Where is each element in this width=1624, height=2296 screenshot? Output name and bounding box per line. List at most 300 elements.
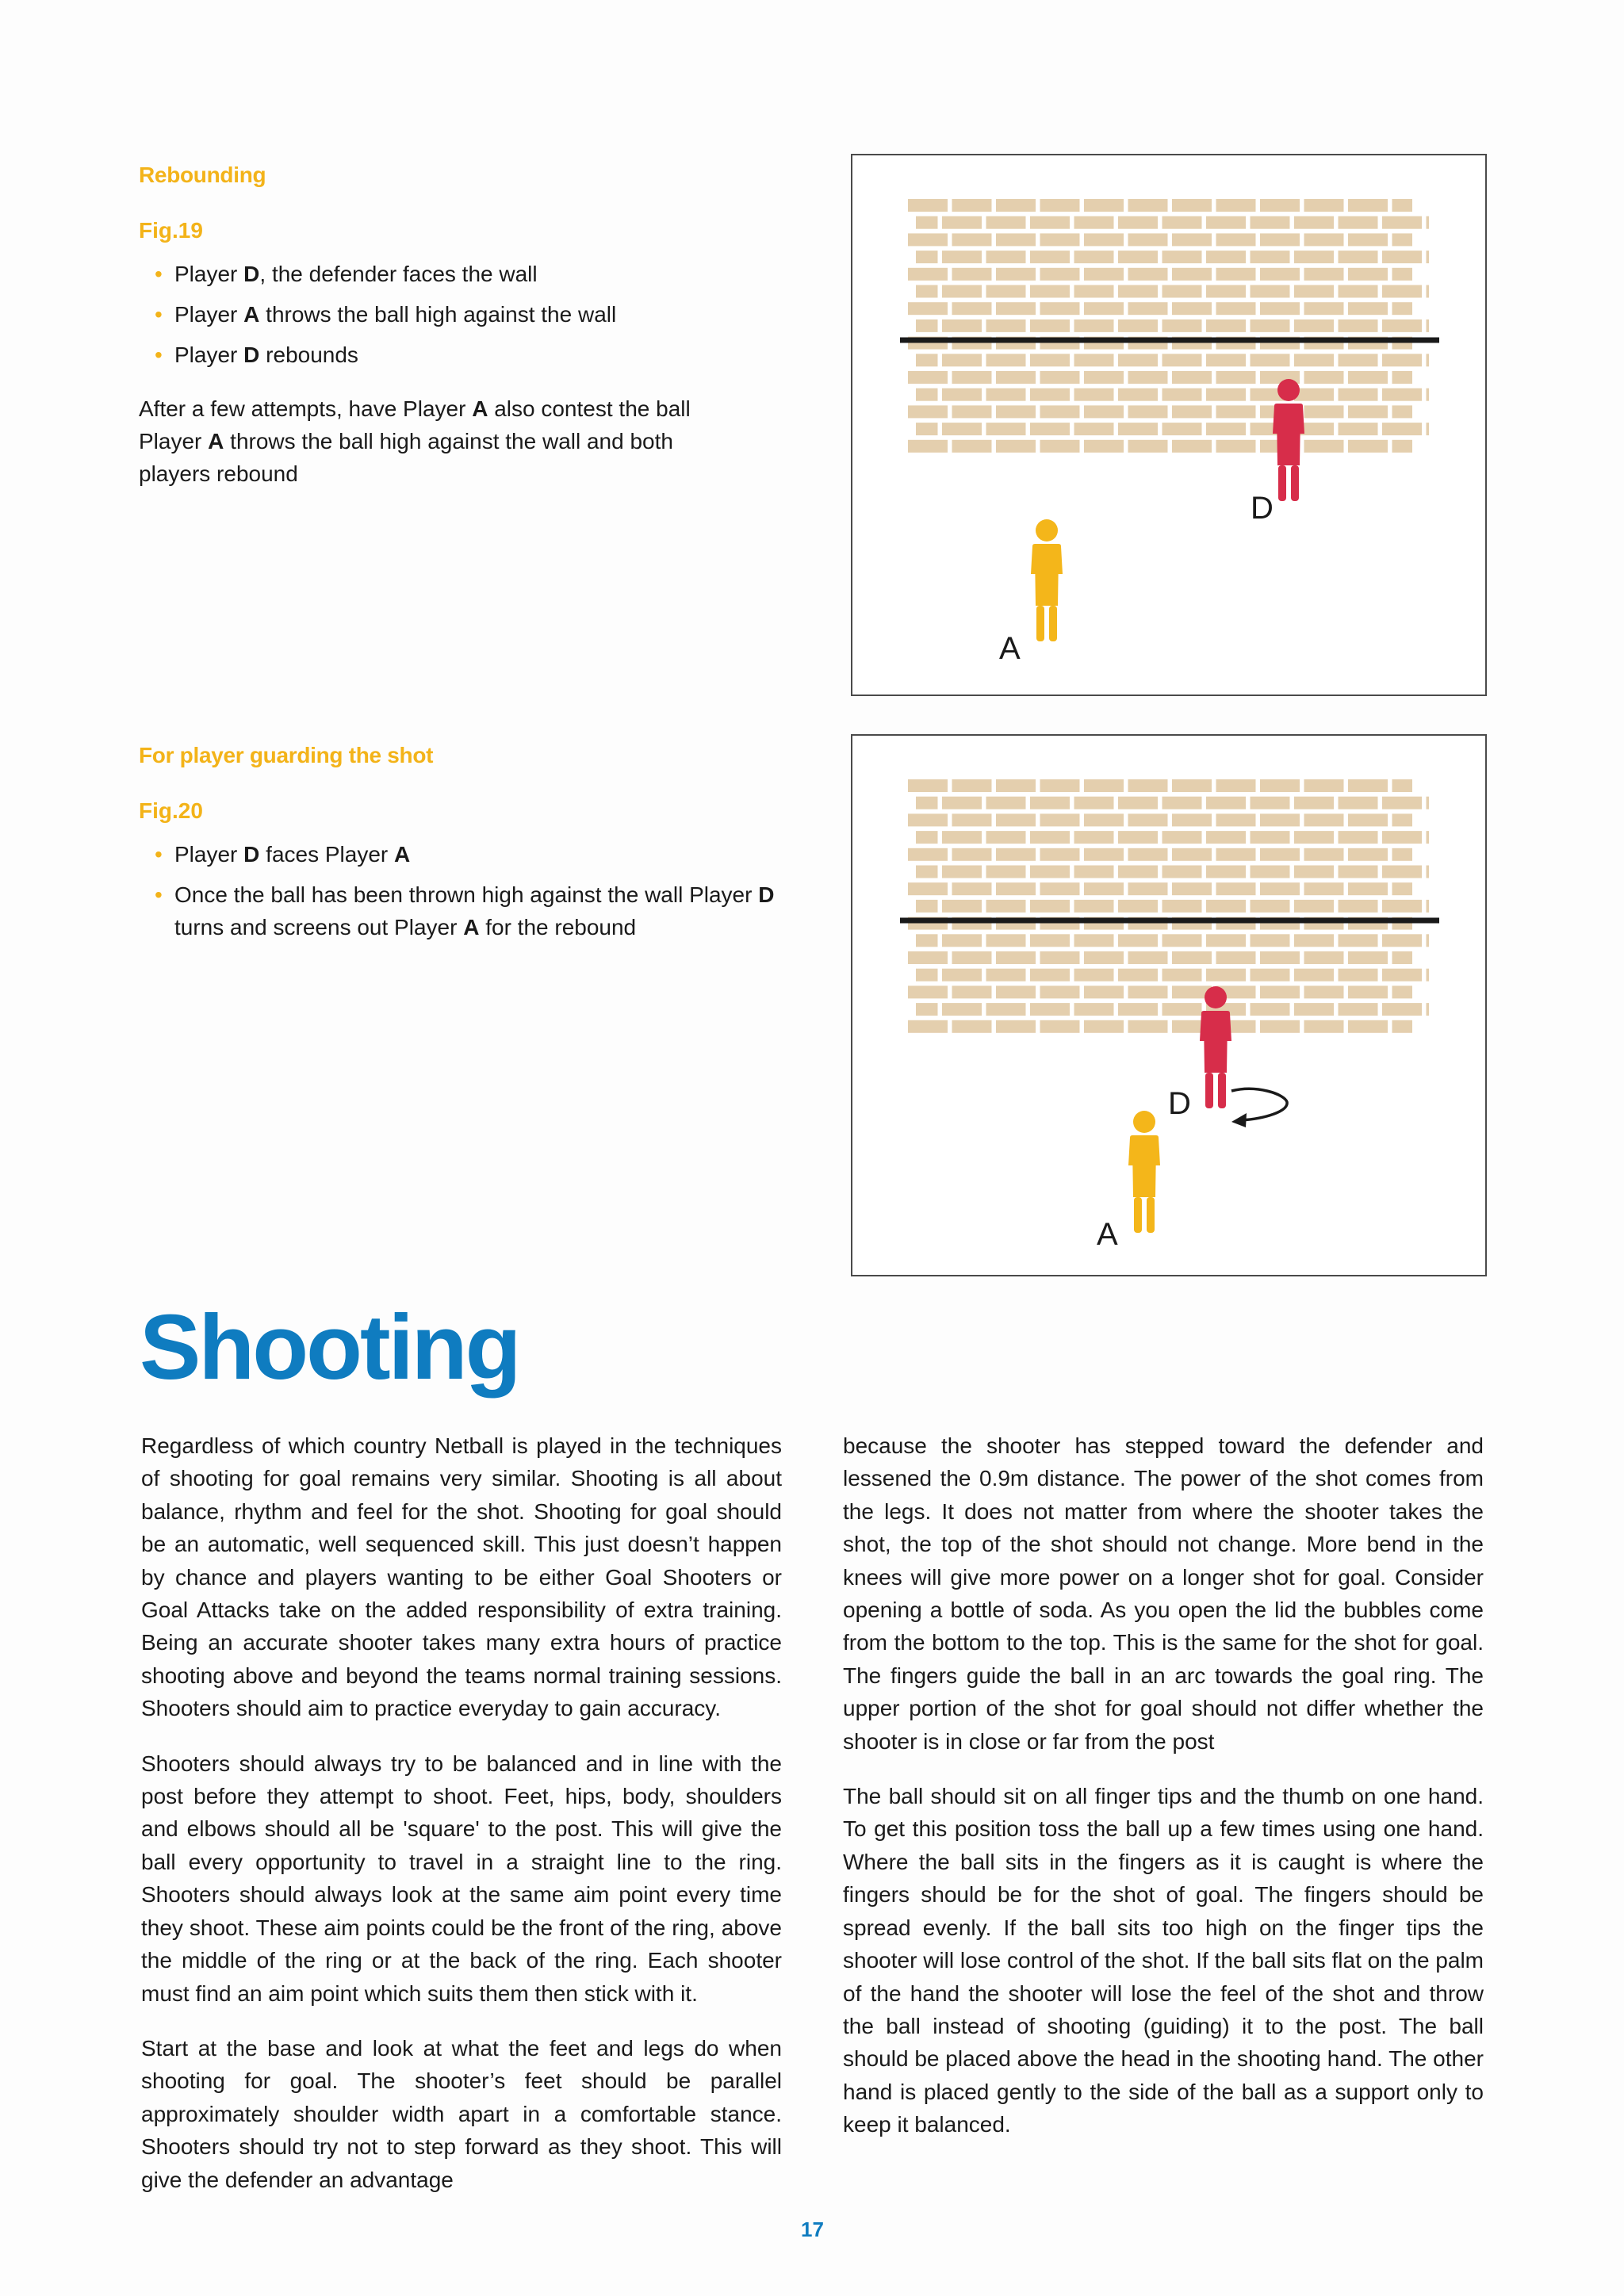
brick [952, 405, 992, 418]
brick [1128, 951, 1168, 964]
brick [1348, 440, 1388, 453]
brick [1084, 951, 1124, 964]
figure-19-diagram [851, 154, 1487, 696]
brick [1128, 371, 1168, 384]
brick [1128, 882, 1168, 895]
brick [986, 797, 1026, 809]
brick [996, 233, 1036, 246]
brick [1206, 285, 1246, 298]
brick [908, 848, 948, 861]
brick [1294, 354, 1334, 366]
bullet-item: • Player D, the defender faces the wall [139, 258, 789, 290]
brick [916, 320, 938, 332]
brick [1084, 405, 1124, 418]
brick [1294, 969, 1334, 982]
brick [1162, 900, 1202, 913]
brick [1030, 900, 1070, 913]
bullet-item: • Once the ball has been thrown high against the wall Player D turns and screens out Player A for the rebound [139, 878, 789, 943]
brick [1304, 268, 1344, 281]
brick [1118, 934, 1158, 947]
brick [1216, 199, 1256, 212]
brick [1172, 405, 1212, 418]
figure-20-svg [852, 736, 1485, 1275]
brick [1427, 354, 1430, 366]
brick [996, 1020, 1036, 1033]
brick [1294, 251, 1334, 263]
brick [996, 268, 1036, 281]
rebounding-paragraph: After a few attempts, have Player A also contest the ball Player A throws the ball high against the wall and both players rebound [139, 396, 691, 486]
player-a-attacker [1128, 1111, 1160, 1233]
brick [952, 882, 992, 895]
brick [1074, 320, 1114, 332]
brick [916, 866, 938, 878]
brick [1348, 813, 1388, 826]
brick [1216, 268, 1256, 281]
brick [1216, 302, 1256, 315]
brick [942, 797, 982, 809]
brick [1030, 797, 1070, 809]
brick [942, 831, 982, 844]
brick [1172, 779, 1212, 792]
brick [1339, 423, 1378, 435]
player-d-label: D [1168, 1086, 1191, 1121]
brick [1162, 831, 1202, 844]
brick [1304, 882, 1344, 895]
brick [908, 440, 948, 453]
brick [1304, 302, 1344, 315]
brick [1162, 423, 1202, 435]
brick [916, 354, 938, 366]
brick [916, 797, 938, 809]
brick [996, 882, 1036, 895]
brick [916, 900, 938, 913]
brick [1427, 423, 1430, 435]
brick [1382, 216, 1422, 229]
brick [1030, 969, 1070, 982]
brick [1392, 882, 1413, 895]
brick [1427, 388, 1430, 401]
brick [1206, 797, 1246, 809]
brick [1382, 934, 1422, 947]
brick [1339, 934, 1378, 947]
brick [1128, 405, 1168, 418]
brick [1118, 354, 1158, 366]
brick [1172, 268, 1212, 281]
brick [996, 405, 1036, 418]
brick [1294, 388, 1334, 401]
brick [1251, 1003, 1290, 1016]
brick [1304, 779, 1344, 792]
brick [1162, 320, 1202, 332]
brick [1216, 233, 1256, 246]
brick [1260, 951, 1300, 964]
brick [1392, 440, 1413, 453]
brick [1030, 354, 1070, 366]
brick [1382, 1003, 1422, 1016]
brick [1128, 848, 1168, 861]
brick [1382, 388, 1422, 401]
brick [1206, 934, 1246, 947]
body-paragraph: Start at the base and look at what the feet and legs do when shooting for goal. The shooter’s feet should be parallel approximately shoulder width apart in a comfortable stance. Shooters should try not to step forward as they shoot. This will give the defender an advantage [141, 2035, 782, 2192]
brick [908, 1020, 948, 1033]
figure-20-diagram [851, 734, 1487, 1276]
brick [952, 1020, 992, 1033]
brick [996, 813, 1036, 826]
fig-label-19: Fig.19 [139, 218, 203, 243]
brick [1128, 233, 1168, 246]
brick [1251, 934, 1290, 947]
player-a-label: A [1097, 1217, 1118, 1252]
bullet-dot-icon: • [155, 882, 163, 907]
brick [1427, 866, 1430, 878]
brick [1040, 951, 1080, 964]
brick [1162, 797, 1202, 809]
brick [1074, 251, 1114, 263]
brick [1251, 866, 1290, 878]
brick [1074, 831, 1114, 844]
brick [1084, 199, 1124, 212]
brick [1084, 268, 1124, 281]
brick [1118, 320, 1158, 332]
brick [1304, 405, 1344, 418]
brick [1128, 199, 1168, 212]
brick [996, 199, 1036, 212]
brick [1162, 251, 1202, 263]
brick [1030, 251, 1070, 263]
brick [942, 969, 982, 982]
brick [1162, 934, 1202, 947]
brick [1251, 216, 1290, 229]
brick [986, 285, 1026, 298]
shooting-heading: Shooting [140, 1295, 519, 1399]
brick [996, 951, 1036, 964]
brick [1294, 831, 1334, 844]
body-paragraph: because the shooter has stepped toward the defender and lessened the 0.9m distance. The power of the shot comes from the legs. It does not matter from where the shooter takes the shot, the top of the shot should not change. More bend in the knees will give more power on a longer shot for goal. Consider opening a bottle of soda. As you open the lid the bubbles come from the bottom to the top. This is the same for the shot for goal. The fingers guide the ball in an arc towards the goal ring. The upper portion of the shot for goal should not differ whether the shooter is in close or far from the post [843, 1433, 1484, 1754]
brick [1040, 1020, 1080, 1033]
brick [1251, 320, 1290, 332]
brick [908, 371, 948, 384]
brick [916, 423, 938, 435]
brick [1427, 969, 1430, 982]
brick [1084, 1020, 1124, 1033]
brick [908, 302, 948, 315]
brick [1382, 831, 1422, 844]
brick [1084, 233, 1124, 246]
brick [996, 440, 1036, 453]
brick [1382, 866, 1422, 878]
brick [1118, 285, 1158, 298]
brick [942, 354, 982, 366]
brick [1251, 251, 1290, 263]
brick [1074, 797, 1114, 809]
brick [1216, 440, 1256, 453]
brick [1084, 440, 1124, 453]
brick [1427, 797, 1430, 809]
brick [1348, 951, 1388, 964]
brick [1128, 268, 1168, 281]
brick [996, 985, 1036, 998]
brick [1162, 216, 1202, 229]
brick [996, 371, 1036, 384]
brick [916, 831, 938, 844]
brick [1427, 216, 1430, 229]
brick [1339, 831, 1378, 844]
brick [1172, 233, 1212, 246]
brick [1382, 251, 1422, 263]
brick [942, 216, 982, 229]
brick [1251, 900, 1290, 913]
brick [1260, 813, 1300, 826]
brick [1339, 969, 1378, 982]
brick [1427, 1003, 1430, 1016]
brick [1030, 216, 1070, 229]
brick [952, 371, 992, 384]
brick [1294, 866, 1334, 878]
brick [1118, 423, 1158, 435]
brick [1030, 388, 1070, 401]
brick [1118, 831, 1158, 844]
brick [1304, 199, 1344, 212]
brick [942, 251, 982, 263]
brick [952, 813, 992, 826]
brick [1128, 1020, 1168, 1033]
brick [1251, 354, 1290, 366]
bullet-item: • Player D faces Player A [139, 838, 789, 871]
bullet-item: • Player D rebounds [139, 339, 789, 371]
brick [908, 882, 948, 895]
brick [1128, 779, 1168, 792]
brick [1216, 813, 1256, 826]
brick [1206, 251, 1246, 263]
brick [986, 969, 1026, 982]
brick [952, 268, 992, 281]
brick [1172, 440, 1212, 453]
brick [1128, 985, 1168, 998]
brick [1339, 1003, 1378, 1016]
brick [1172, 371, 1212, 384]
brick-wall [908, 199, 1429, 453]
brick [952, 951, 992, 964]
brick [1304, 813, 1344, 826]
brick [1074, 216, 1114, 229]
brick [1348, 233, 1388, 246]
brick [1427, 320, 1430, 332]
brick [1118, 1003, 1158, 1016]
brick [1382, 423, 1422, 435]
brick [1260, 779, 1300, 792]
brick [1040, 268, 1080, 281]
brick [1216, 882, 1256, 895]
brick [1118, 216, 1158, 229]
brick [1392, 848, 1413, 861]
brick [1162, 388, 1202, 401]
brick [1260, 233, 1300, 246]
brick [1074, 285, 1114, 298]
brick [1074, 934, 1114, 947]
brick [916, 969, 938, 982]
brick [1172, 848, 1212, 861]
brick [986, 831, 1026, 844]
player-a-label: A [999, 631, 1021, 666]
brick [1074, 900, 1114, 913]
brick [908, 405, 948, 418]
brick [1339, 388, 1378, 401]
brick [1074, 969, 1114, 982]
brick [1348, 199, 1388, 212]
brick [1030, 320, 1070, 332]
brick [1304, 440, 1344, 453]
brick [942, 388, 982, 401]
brick [1206, 354, 1246, 366]
guarding-bullet-list [139, 838, 789, 951]
brick [942, 934, 982, 947]
brick [1030, 831, 1070, 844]
brick [1074, 866, 1114, 878]
brick [1118, 797, 1158, 809]
brick [1030, 1003, 1070, 1016]
rebounding-bullet-list [139, 258, 789, 379]
brick [1206, 423, 1246, 435]
brick [952, 233, 992, 246]
brick [1206, 388, 1246, 401]
brick [942, 900, 982, 913]
brick [1162, 285, 1202, 298]
section-title-guarding-shot: For player guarding the shot [139, 743, 434, 767]
brick [916, 1003, 938, 1016]
brick [942, 423, 982, 435]
brick [1260, 199, 1300, 212]
brick [1128, 813, 1168, 826]
brick [1392, 1020, 1413, 1033]
brick [1030, 285, 1070, 298]
brick [1382, 354, 1422, 366]
brick [1294, 320, 1334, 332]
brick [1382, 797, 1422, 809]
brick [1260, 848, 1300, 861]
brick [1339, 216, 1378, 229]
brick [1348, 985, 1388, 998]
brick [1339, 900, 1378, 913]
brick [1294, 285, 1334, 298]
brick [1040, 779, 1080, 792]
brick [1084, 882, 1124, 895]
brick [916, 934, 938, 947]
brick [1304, 951, 1344, 964]
brick [1162, 866, 1202, 878]
bullet-item: • Player A throws the ball high against the wall [139, 298, 789, 331]
brick [1339, 354, 1378, 366]
brick [1260, 1020, 1300, 1033]
brick [1206, 969, 1246, 982]
page-number: 17 [801, 2218, 824, 2241]
brick [1339, 797, 1378, 809]
brick [1427, 831, 1430, 844]
brick [996, 848, 1036, 861]
brick [942, 866, 982, 878]
brick [1294, 797, 1334, 809]
brick [1348, 848, 1388, 861]
brick [1392, 951, 1413, 964]
brick [1260, 882, 1300, 895]
brick [986, 866, 1026, 878]
brick [1040, 405, 1080, 418]
brick [1206, 831, 1246, 844]
brick [1074, 354, 1114, 366]
brick [1348, 405, 1388, 418]
brick [942, 320, 982, 332]
brick [996, 779, 1036, 792]
brick [1172, 199, 1212, 212]
brick [1382, 320, 1422, 332]
brick [1392, 813, 1413, 826]
brick [1172, 882, 1212, 895]
brick [1348, 268, 1388, 281]
brick [1294, 1003, 1334, 1016]
shooting-right-column [843, 1429, 1484, 2164]
brick [1339, 251, 1378, 263]
brick [952, 848, 992, 861]
turn-arrow-icon [1231, 1089, 1287, 1120]
brick [1084, 779, 1124, 792]
section-title-rebounding: Rebounding [139, 163, 266, 187]
brick [1040, 985, 1080, 998]
brick [1118, 866, 1158, 878]
brick [1084, 302, 1124, 315]
bullet-dot-icon: • [155, 302, 163, 327]
brick [1392, 371, 1413, 384]
brick [986, 216, 1026, 229]
brick [1348, 302, 1388, 315]
brick [1074, 1003, 1114, 1016]
brick [1260, 302, 1300, 315]
brick [1260, 268, 1300, 281]
brick [1339, 285, 1378, 298]
brick [916, 285, 938, 298]
brick [986, 934, 1026, 947]
brick [1392, 779, 1413, 792]
brick [1251, 831, 1290, 844]
brick [1040, 302, 1080, 315]
brick [1427, 285, 1430, 298]
brick [1118, 388, 1158, 401]
brick [1251, 969, 1290, 982]
brick [1128, 302, 1168, 315]
brick [1172, 951, 1212, 964]
brick [1118, 900, 1158, 913]
brick [986, 423, 1026, 435]
brick [952, 302, 992, 315]
brick [1162, 969, 1202, 982]
brick [1392, 302, 1413, 315]
brick [1348, 779, 1388, 792]
brick [1304, 1020, 1344, 1033]
brick [1304, 233, 1344, 246]
brick [1118, 251, 1158, 263]
brick [1040, 848, 1080, 861]
shooting-left-column [141, 1429, 782, 2218]
arrowhead-icon [1231, 1113, 1247, 1127]
brick [1427, 900, 1430, 913]
brick [1162, 1003, 1202, 1016]
brick [1030, 423, 1070, 435]
brick [986, 251, 1026, 263]
brick [1216, 779, 1256, 792]
brick [1084, 813, 1124, 826]
brick [1216, 371, 1256, 384]
brick [1392, 405, 1413, 418]
brick [1251, 797, 1290, 809]
brick [1172, 813, 1212, 826]
